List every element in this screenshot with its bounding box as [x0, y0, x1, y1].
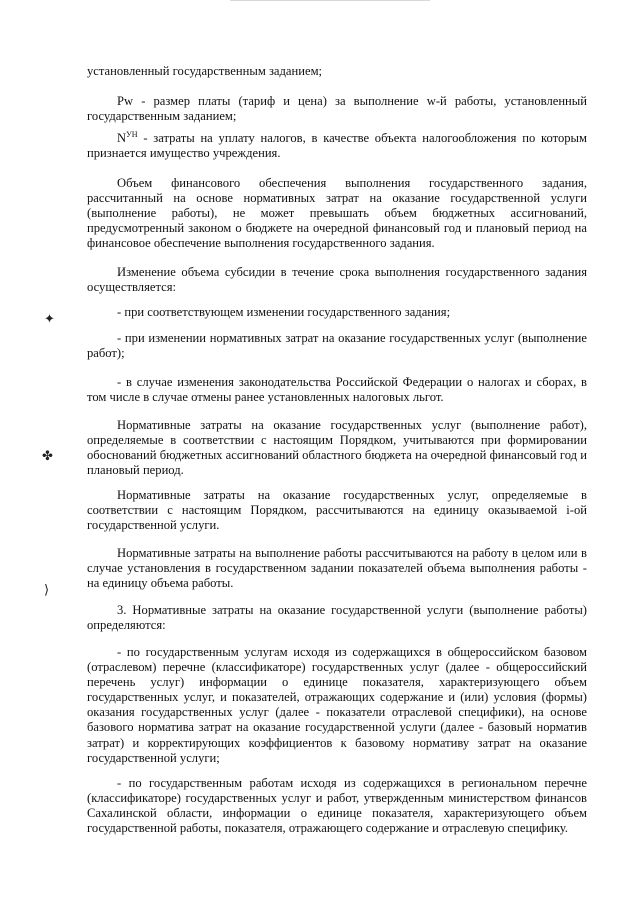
paragraph-bullet-cost-change: - при изменении нормативных затрат на оказание государственных услуг (выполнение работ);	[87, 331, 587, 361]
scan-speck-mark: ✤	[42, 448, 53, 463]
paragraph-bullet-tax-law: - в случае изменения законодательства Российской Федерации о налогах и сборах, в том числе в случае отмены ранее установленных налоговых льгот.	[87, 375, 587, 405]
paragraph-work-costs: Нормативные затраты на выполнение работы рассчитываются на работу в целом или в случае установления в государственном задании показателей объема выполнения работы - на единицу объема работы.	[87, 546, 587, 591]
top-edge-line	[230, 0, 430, 1]
nun-text: - затраты на уплату налогов, в качестве объекта налогообложения по которым признается имущество учреждения.	[87, 131, 587, 161]
paragraph-continuation: установленный государственным заданием;	[87, 64, 323, 78]
paragraph-pw-definition: Pw - размер платы (тариф и цена) за выполнение w-й работы, установленный государственным заданием;	[87, 94, 587, 124]
paragraph-normative-costs-unit: Нормативные затраты на оказание государственных услуг, определяемые в соответствии с настоящим Порядком, рассчитываются на единицу оказываемой i-ой государственной услуги.	[87, 488, 587, 533]
paragraph-subsidy-change: Изменение объема субсидии в течение срока выполнения государственного задания осуществляется:	[87, 265, 587, 295]
paragraph-financial-volume: Объем финансового обеспечения выполнения государственного задания, рассчитанный на основе нормативных затрат на оказание государственной услуги (выполнение работы), не может превышать объем бюджетных ассигнований, предусмотренный законом о бюджете на очередной финансовый год и плановый период на финансовое обеспечение выполнения государственного задания.	[87, 176, 587, 251]
scan-speck-mark: ⟩	[44, 582, 50, 597]
paragraph-bullet-task-change: - при соответствующем изменении государственного задания;	[117, 305, 451, 319]
paragraph-bullet-services: - по государственным услугам исходя из содержащихся в общероссийском базовом (отраслевом) перечне (классификаторе) государственных услуг (далее - общероссийский перечень услуг) информации о единице показателя, характеризующего объем государственных услуг, и показателей, отражающих содержание и (или) условия (формы) оказания государственных услуг (далее - показатели отраслевой специфики), на основе базового норматива затрат на оказание государственной услуги (далее - базовый норматив затрат) и корректирующих коэффициентов к базовому нормативу затрат на оказание государственной услуги;	[87, 645, 587, 765]
paragraph-section-3: 3. Нормативные затраты на оказание государственной услуги (выполнение работы) определяются:	[87, 603, 587, 633]
nun-symbol: N	[117, 131, 127, 145]
nun-superscript: УН	[126, 130, 138, 139]
paragraph-bullet-works: - по государственным работам исходя из содержащихся в региональном перечне (классификаторе) государственных услуг и работ, утвержденным министерством финансов Сахалинской области, информации о единице показателя, характеризующего объем государственной работы, показателя, отражающего содержание и отраслевую специфику.	[87, 776, 587, 836]
scan-speck-mark: ✦	[44, 311, 55, 326]
paragraph-nun-definition	[87, 131, 587, 161]
paragraph-normative-costs-budget: Нормативные затраты на оказание государственных услуг (выполнение работ), определяемые в соответствии с настоящим Порядком, учитываются при формировании обоснований бюджетных ассигнований областного бюджета на очередной финансовый год и плановый период.	[87, 418, 587, 478]
